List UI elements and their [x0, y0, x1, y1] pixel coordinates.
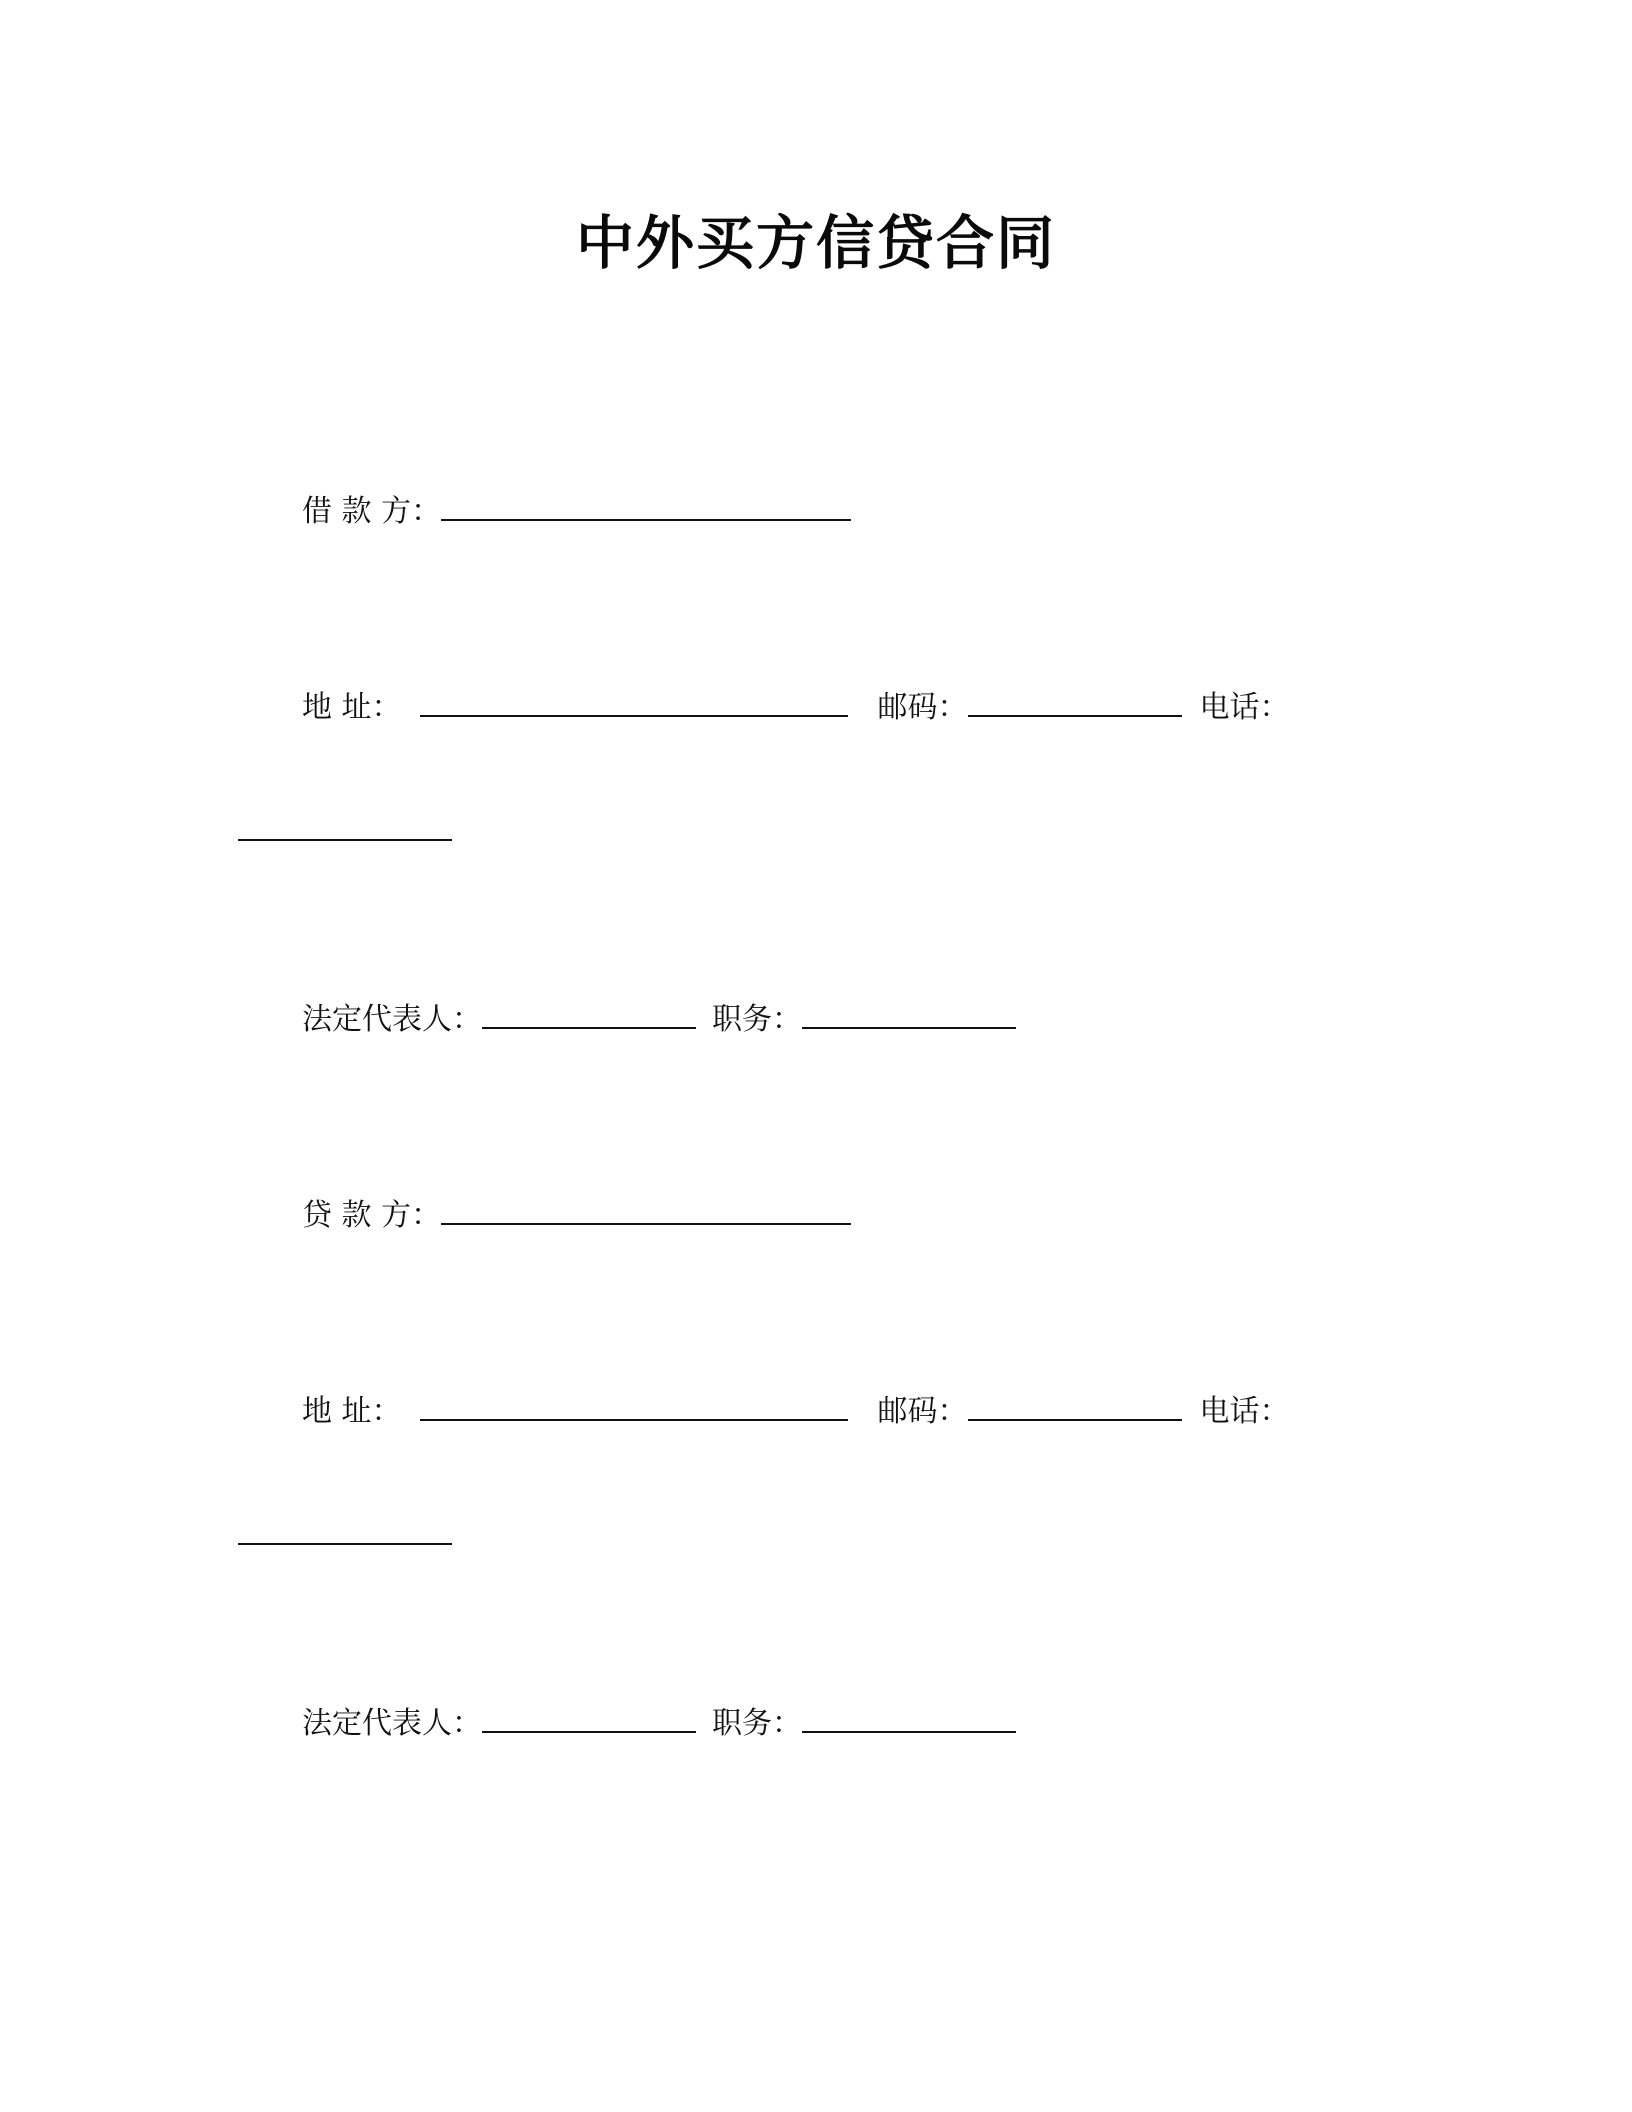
borrower-phone-row: [238, 812, 452, 852]
borrower-rep-label: 法定代表人：: [302, 1002, 482, 1037]
borrower-rep-blank[interactable]: [482, 1001, 696, 1029]
lender-phone-label: 电话：: [1199, 1394, 1290, 1429]
borrower-postcode-blank[interactable]: [968, 689, 1182, 717]
lender-postcode-blank[interactable]: [968, 1393, 1182, 1421]
lender-position-blank[interactable]: [802, 1705, 1016, 1733]
borrower-position-label: 职务：: [712, 1002, 802, 1037]
borrower-position-blank[interactable]: [802, 1001, 1016, 1029]
lender-address-row: [302, 1392, 1290, 1432]
lender-address-blank[interactable]: [420, 1393, 848, 1421]
lender-phone-blank[interactable]: [238, 1517, 452, 1545]
borrower-phone-blank[interactable]: [238, 813, 452, 841]
borrower-address-row: [302, 688, 1290, 728]
lender-postcode-label: 邮码：: [877, 1394, 968, 1429]
lender-phone-row: [238, 1516, 452, 1556]
lender-party-row: [302, 1196, 851, 1236]
lender-rep-label: 法定代表人：: [302, 1706, 482, 1741]
borrower-party-row: [302, 492, 851, 532]
document-title: 中外买方信贷合同: [575, 209, 1056, 277]
borrower-party-label: 借 款 方：: [302, 494, 442, 529]
borrower-address-blank[interactable]: [420, 689, 848, 717]
borrower-rep-row: [302, 1000, 1016, 1040]
borrower-party-blank[interactable]: [441, 493, 851, 521]
borrower-phone-label: 电话：: [1199, 690, 1290, 725]
lender-address-label: 地 址：: [302, 1394, 402, 1429]
lender-rep-blank[interactable]: [482, 1705, 696, 1733]
lender-party-blank[interactable]: [441, 1197, 851, 1225]
borrower-address-label: 地 址：: [302, 690, 402, 725]
borrower-postcode-label: 邮码：: [877, 690, 968, 725]
lender-party-label: 贷 款 方：: [302, 1198, 442, 1233]
lender-position-label: 职务：: [712, 1706, 802, 1741]
lender-rep-row: [302, 1704, 1016, 1744]
